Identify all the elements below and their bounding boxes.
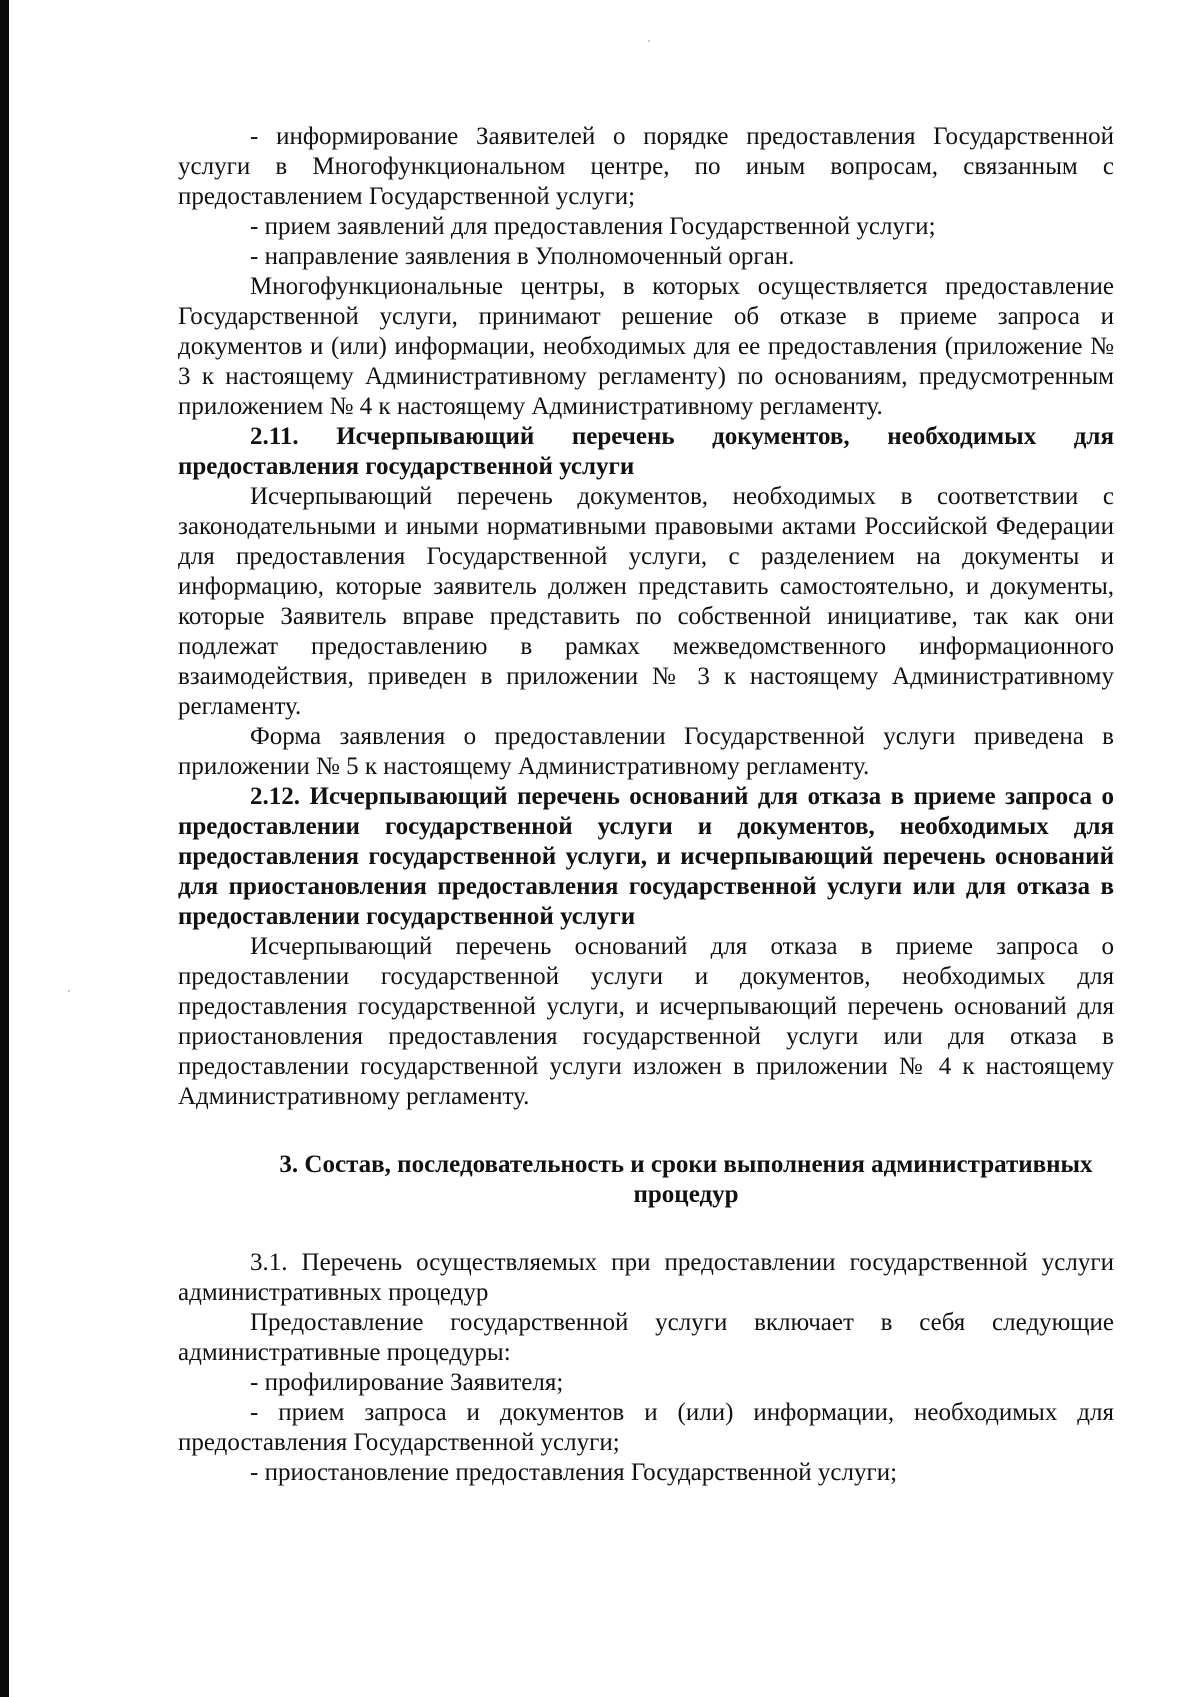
scan-edge-shadow xyxy=(0,0,9,1697)
paragraph-refusal-grounds: Исчерпывающий перечень оснований для отказа в приеме запроса о предоставлении государственной услуги и документов, необходимых для предоставления государственной услуги, и исчерпывающий перечень оснований для приостановления предоставления государственной услуги или для отказа в предоставлении государственной услуги изложен в приложении № 4 к настоящему Административному регламенту. xyxy=(178,933,1114,1110)
paragraph-receiving-applications: - прием заявлений для предоставления Государственной услуги; xyxy=(250,213,936,240)
list-item-profiling: - профилирование Заявителя; xyxy=(250,1369,564,1396)
paragraph-sending-application: - направление заявления в Уполномоченный орган. xyxy=(250,243,795,270)
section-title-3: 3. Состав, последовательность и сроки выполнения административных процедур xyxy=(279,1151,1093,1208)
list-item-suspension: - приостановление предоставления Государственной услуги; xyxy=(250,1459,898,1486)
document-page xyxy=(178,122,1114,1488)
scan-speck xyxy=(68,990,70,992)
scan-speck xyxy=(648,40,650,42)
paragraph-mfc-refusal: Многофункциональные центры, в которых осуществляется предоставление Государственной услуги, принимают решение об отказе в приеме запроса и документов и (или) информации, необходимых для ее предоставления (приложение № 3 к настоящему Административному регламенту) по основаниям, предусмотренным приложением № 4 к настоящему Административному регламенту. xyxy=(178,273,1114,420)
paragraph-procedures-intro: Предоставление государственной услуги включает в себя следующие административные процедуры: xyxy=(178,1309,1114,1366)
heading-2-12: 2.12. Исчерпывающий перечень оснований для отказа в приеме запроса о предоставлении государственной услуги и документов, необходимых для предоставления государственной услуги, и исчерпывающий перечень оснований для приостановления предоставления государственной услуги или для отказа в предоставлении государственной услуги xyxy=(178,783,1114,930)
list-item-request-intake: - прием запроса и документов и (или) информации, необходимых для предоставления Государственной услуги; xyxy=(178,1399,1114,1456)
paragraph-documents-list: Исчерпывающий перечень документов, необходимых в соответствии с законодательными и иными нормативными правовыми актами Российской Федерации для предоставления Государственной услуги, с разделением на документы и информацию, которые заявитель должен представить самостоятельно, и документы, которые Заявитель вправе представить по собственной инициативе, так как они подлежат предоставлению в рамках межведомственного информационного взаимодействия, приведен в приложении № 3 к настоящему Административному регламенту. xyxy=(178,483,1114,720)
paragraph-3-1: 3.1. Перечень осуществляемых при предоставлении государственной услуги административных процедур xyxy=(178,1249,1114,1306)
paragraph-informing-applicants: - информирование Заявителей о порядке предоставления Государственной услуги в Многофункциональном центре, по иным вопросам, связанным с предоставлением Государственной услуги; xyxy=(178,123,1114,210)
heading-2-11: 2.11. Исчерпывающий перечень документов, необходимых для предоставления государственной услуги xyxy=(178,423,1114,480)
paragraph-application-form: Форма заявления о предоставлении Государственной услуги приведена в приложении № 5 к настоящему Административному регламенту. xyxy=(178,723,1114,780)
